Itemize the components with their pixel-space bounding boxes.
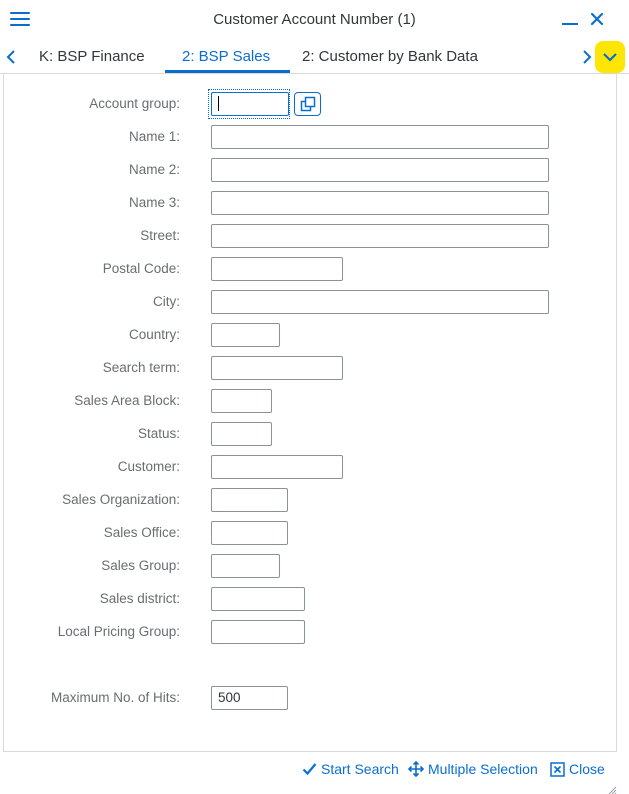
row-max-hits: [4, 686, 614, 710]
row-search-term: [4, 356, 614, 380]
sales-office-input[interactable]: [211, 521, 288, 545]
close-box-icon: [550, 762, 565, 777]
close-label: Close: [569, 761, 605, 777]
row-country: [4, 323, 614, 347]
country-label: Country:: [128, 327, 180, 342]
search-term-label: Search term:: [102, 360, 180, 375]
search-criteria-panel: [3, 74, 617, 752]
row-sales-office: [4, 521, 614, 545]
postal-code-label: Postal Code:: [102, 261, 180, 276]
local-pricing-group-input[interactable]: [211, 620, 305, 644]
row-name3: [4, 191, 614, 215]
name1-label: Name 1:: [128, 129, 180, 144]
tab-bsp-finance[interactable]: K: BSP Finance: [39, 48, 145, 65]
multiple-selection-button[interactable]: [408, 761, 538, 777]
max-hits-label: Maximum No. of Hits:: [50, 690, 180, 705]
max-hits-input[interactable]: 500: [211, 686, 288, 710]
resize-grip-icon[interactable]: [607, 782, 617, 792]
sales-group-label: Sales Group:: [101, 558, 180, 573]
customer-label: Customer:: [117, 459, 180, 474]
name2-label: Name 2:: [128, 162, 180, 177]
dialog-footer: [0, 752, 629, 794]
street-input[interactable]: [211, 224, 549, 248]
country-input[interactable]: [211, 323, 280, 347]
sales-organization-label: Sales Organization:: [62, 492, 180, 507]
row-postal-code: [4, 257, 614, 281]
row-city: [4, 290, 614, 314]
active-tab-indicator: [165, 70, 290, 73]
row-sales-area-block: [4, 389, 614, 413]
name3-label: Name 3:: [128, 195, 180, 210]
value-help-button[interactable]: [294, 92, 321, 116]
row-sales-group: [4, 554, 614, 578]
customer-input[interactable]: [211, 455, 343, 479]
chevron-left-icon[interactable]: [4, 49, 18, 65]
chevron-down-icon: [602, 51, 618, 63]
sales-group-input[interactable]: [211, 554, 280, 578]
status-label: Status:: [137, 426, 180, 441]
name2-input[interactable]: [211, 158, 549, 182]
tab-customer-by-bank-data[interactable]: 2: Customer by Bank Data: [302, 48, 478, 65]
row-sales-district: [4, 587, 614, 611]
close-button[interactable]: [550, 761, 605, 777]
multiple-selection-icon: [408, 761, 424, 777]
account-group-label: Account group:: [89, 96, 180, 111]
city-input[interactable]: [211, 290, 549, 314]
row-local-pricing-group: [4, 620, 614, 644]
chevron-right-icon[interactable]: [580, 49, 594, 65]
name1-input[interactable]: [211, 125, 549, 149]
checkmark-icon: [302, 762, 317, 776]
row-sales-organization: [4, 488, 614, 512]
text-cursor: [218, 96, 219, 111]
row-name2: [4, 158, 614, 182]
street-label: Street:: [140, 228, 180, 243]
sales-district-input[interactable]: [211, 587, 305, 611]
value-help-icon: [300, 96, 316, 112]
row-status: [4, 422, 614, 446]
row-customer: [4, 455, 614, 479]
title-bar: [0, 0, 629, 40]
panel-margin: [617, 74, 629, 752]
sales-office-label: Sales Office:: [103, 525, 180, 540]
status-input[interactable]: [211, 422, 272, 446]
local-pricing-group-label: Local Pricing Group:: [57, 624, 180, 639]
start-search-label: Start Search: [321, 761, 399, 777]
city-label: City:: [153, 294, 180, 309]
tab-overflow-button[interactable]: [595, 41, 625, 73]
sales-organization-input[interactable]: [211, 488, 288, 512]
start-search-button[interactable]: [302, 761, 399, 777]
sales-area-block-label: Sales Area Block:: [74, 393, 180, 408]
tab-bar: [0, 40, 629, 74]
dialog-title: Customer Account Number (1): [213, 11, 416, 28]
search-term-input[interactable]: [211, 356, 343, 380]
name3-input[interactable]: [211, 191, 549, 215]
row-account-group: [4, 92, 614, 116]
close-icon[interactable]: [588, 10, 606, 28]
row-name1: [4, 125, 614, 149]
sales-area-block-input[interactable]: [211, 389, 272, 413]
postal-code-input[interactable]: [211, 257, 343, 281]
minimize-button[interactable]: [562, 23, 578, 25]
multiple-selection-label: Multiple Selection: [428, 761, 538, 777]
row-street: [4, 224, 614, 248]
tab-bsp-sales[interactable]: 2: BSP Sales: [182, 48, 271, 65]
account-group-input[interactable]: [211, 92, 289, 116]
sales-district-label: Sales district:: [99, 591, 180, 606]
